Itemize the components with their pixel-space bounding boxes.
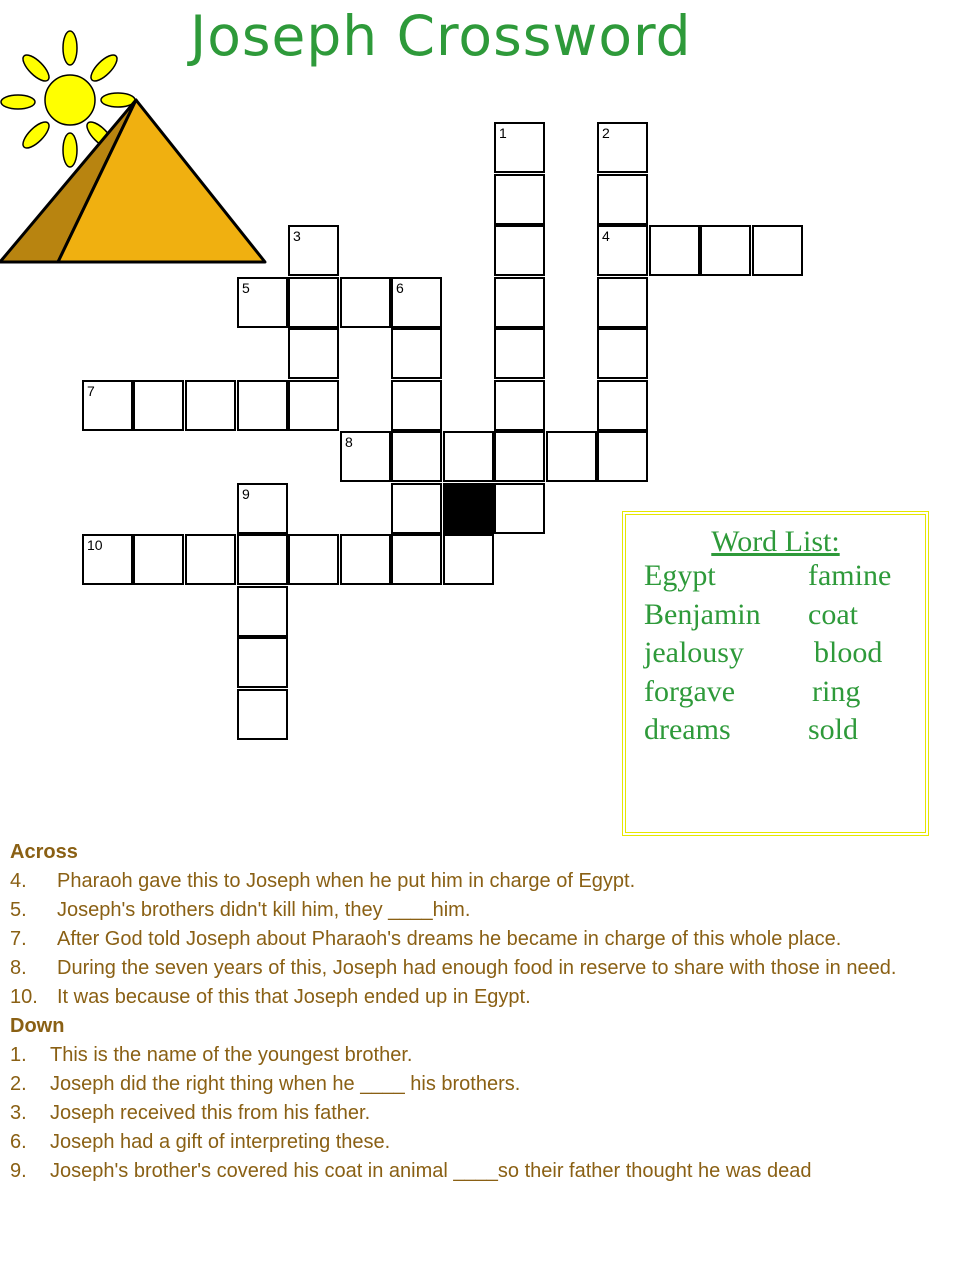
across-clues xyxy=(10,838,955,1012)
crossword-cell[interactable] xyxy=(237,586,288,637)
down-heading: Down xyxy=(10,1015,65,1037)
word-list-item: coat xyxy=(808,598,858,631)
clue-number: 4 xyxy=(602,228,610,244)
clue-number: 3 xyxy=(293,228,301,244)
crossword-cell[interactable] xyxy=(391,277,442,328)
across-heading: Across xyxy=(10,841,78,863)
word-list-item: Benjamin xyxy=(644,598,761,631)
clue-number: 9 xyxy=(242,486,250,502)
clue-number: 10 xyxy=(87,537,103,553)
crossword-cell[interactable] xyxy=(82,380,133,431)
crossword-black-cell xyxy=(443,483,494,534)
crossword-cell[interactable] xyxy=(237,483,288,534)
crossword-cell[interactable] xyxy=(597,328,648,379)
word-list-item: famine xyxy=(808,559,892,592)
crossword-cell[interactable] xyxy=(597,431,648,482)
clue-number: 5 xyxy=(242,280,250,296)
page-title: Joseph Crossword xyxy=(190,4,692,68)
crossword-cell[interactable] xyxy=(494,328,545,379)
crossword-cell[interactable] xyxy=(391,431,442,482)
crossword-cell[interactable] xyxy=(340,534,391,585)
crossword-cell[interactable] xyxy=(133,534,184,585)
crossword-cell[interactable] xyxy=(494,277,545,328)
word-list-item: dreams xyxy=(644,713,731,746)
crossword-cell[interactable] xyxy=(288,534,339,585)
crossword-cell[interactable] xyxy=(649,225,700,276)
crossword-cell[interactable] xyxy=(82,534,133,585)
crossword-cell[interactable] xyxy=(391,328,442,379)
clue-item: 8. During the seven years of this, Joseph had enough food in reserve to share with those in need. xyxy=(10,957,897,979)
crossword-cell[interactable] xyxy=(391,483,442,534)
crossword-cell[interactable] xyxy=(237,277,288,328)
crossword-cell[interactable] xyxy=(391,380,442,431)
crossword-cell[interactable] xyxy=(494,380,545,431)
clues-section xyxy=(10,838,955,1186)
clue-item: 7. After God told Joseph about Pharaoh's dreams he became in charge of this whole place. xyxy=(10,928,842,950)
clue-item: 10. It was because of this that Joseph ended up in Egypt. xyxy=(10,986,531,1008)
crossword-cell[interactable] xyxy=(494,483,545,534)
clue-number: 1 xyxy=(499,125,507,141)
crossword-cell[interactable] xyxy=(546,431,597,482)
crossword-cell[interactable] xyxy=(288,277,339,328)
crossword-cell[interactable] xyxy=(494,122,545,173)
word-list-item: jealousy xyxy=(644,636,744,669)
crossword-cell[interactable] xyxy=(288,225,339,276)
word-list-box xyxy=(622,511,929,836)
word-list-item: blood xyxy=(814,636,883,669)
word-list-item: forgave xyxy=(644,675,736,708)
crossword-cell[interactable] xyxy=(237,689,288,740)
crossword-cell[interactable] xyxy=(494,225,545,276)
crossword-cell[interactable] xyxy=(237,534,288,585)
clue-item: 1. This is the name of the youngest brother. xyxy=(10,1044,413,1066)
crossword-cell[interactable] xyxy=(288,328,339,379)
clue-number: 6 xyxy=(396,280,404,296)
crossword-cell[interactable] xyxy=(443,534,494,585)
crossword-cell[interactable] xyxy=(597,225,648,276)
crossword-cell[interactable] xyxy=(237,380,288,431)
word-list-item: Egypt xyxy=(644,559,716,592)
crossword-cell[interactable] xyxy=(443,431,494,482)
crossword-cell[interactable] xyxy=(133,380,184,431)
clue-item: 2. Joseph did the right thing when he ____ his brothers. xyxy=(10,1073,521,1095)
word-list-item: sold xyxy=(808,713,859,746)
clue-number: 8 xyxy=(345,434,353,450)
crossword-cell[interactable] xyxy=(340,431,391,482)
crossword-cell[interactable] xyxy=(597,277,648,328)
word-list-item: ring xyxy=(812,675,861,708)
crossword-cell[interactable] xyxy=(597,380,648,431)
clue-number: 2 xyxy=(602,125,610,141)
crossword-cell[interactable] xyxy=(752,225,803,276)
crossword-cell[interactable] xyxy=(288,380,339,431)
illustration xyxy=(0,0,280,270)
crossword-cell[interactable] xyxy=(494,431,545,482)
crossword-cell[interactable] xyxy=(494,174,545,225)
crossword-cell[interactable] xyxy=(185,534,236,585)
crossword-cell[interactable] xyxy=(597,122,648,173)
crossword-cell[interactable] xyxy=(237,637,288,688)
crossword-cell[interactable] xyxy=(700,225,751,276)
clue-number: 7 xyxy=(87,383,95,399)
clue-item: 6. Joseph had a gift of interpreting these. xyxy=(10,1131,391,1153)
word-list-title: Word List: xyxy=(711,525,840,558)
clue-item: 3. Joseph received this from his father. xyxy=(10,1102,371,1124)
crossword-cell[interactable] xyxy=(391,534,442,585)
clue-item: 5. Joseph's brothers didn't kill him, they ____him. xyxy=(10,899,471,921)
clue-item: 9. Joseph's brother's covered his coat in animal ____so their father thought he was dead xyxy=(10,1160,812,1182)
crossword-cell[interactable] xyxy=(185,380,236,431)
down-clues xyxy=(10,1012,955,1186)
clue-item: 4. Pharaoh gave this to Joseph when he put him in charge of Egypt. xyxy=(10,870,636,892)
crossword-cell[interactable] xyxy=(340,277,391,328)
crossword-cell[interactable] xyxy=(597,174,648,225)
